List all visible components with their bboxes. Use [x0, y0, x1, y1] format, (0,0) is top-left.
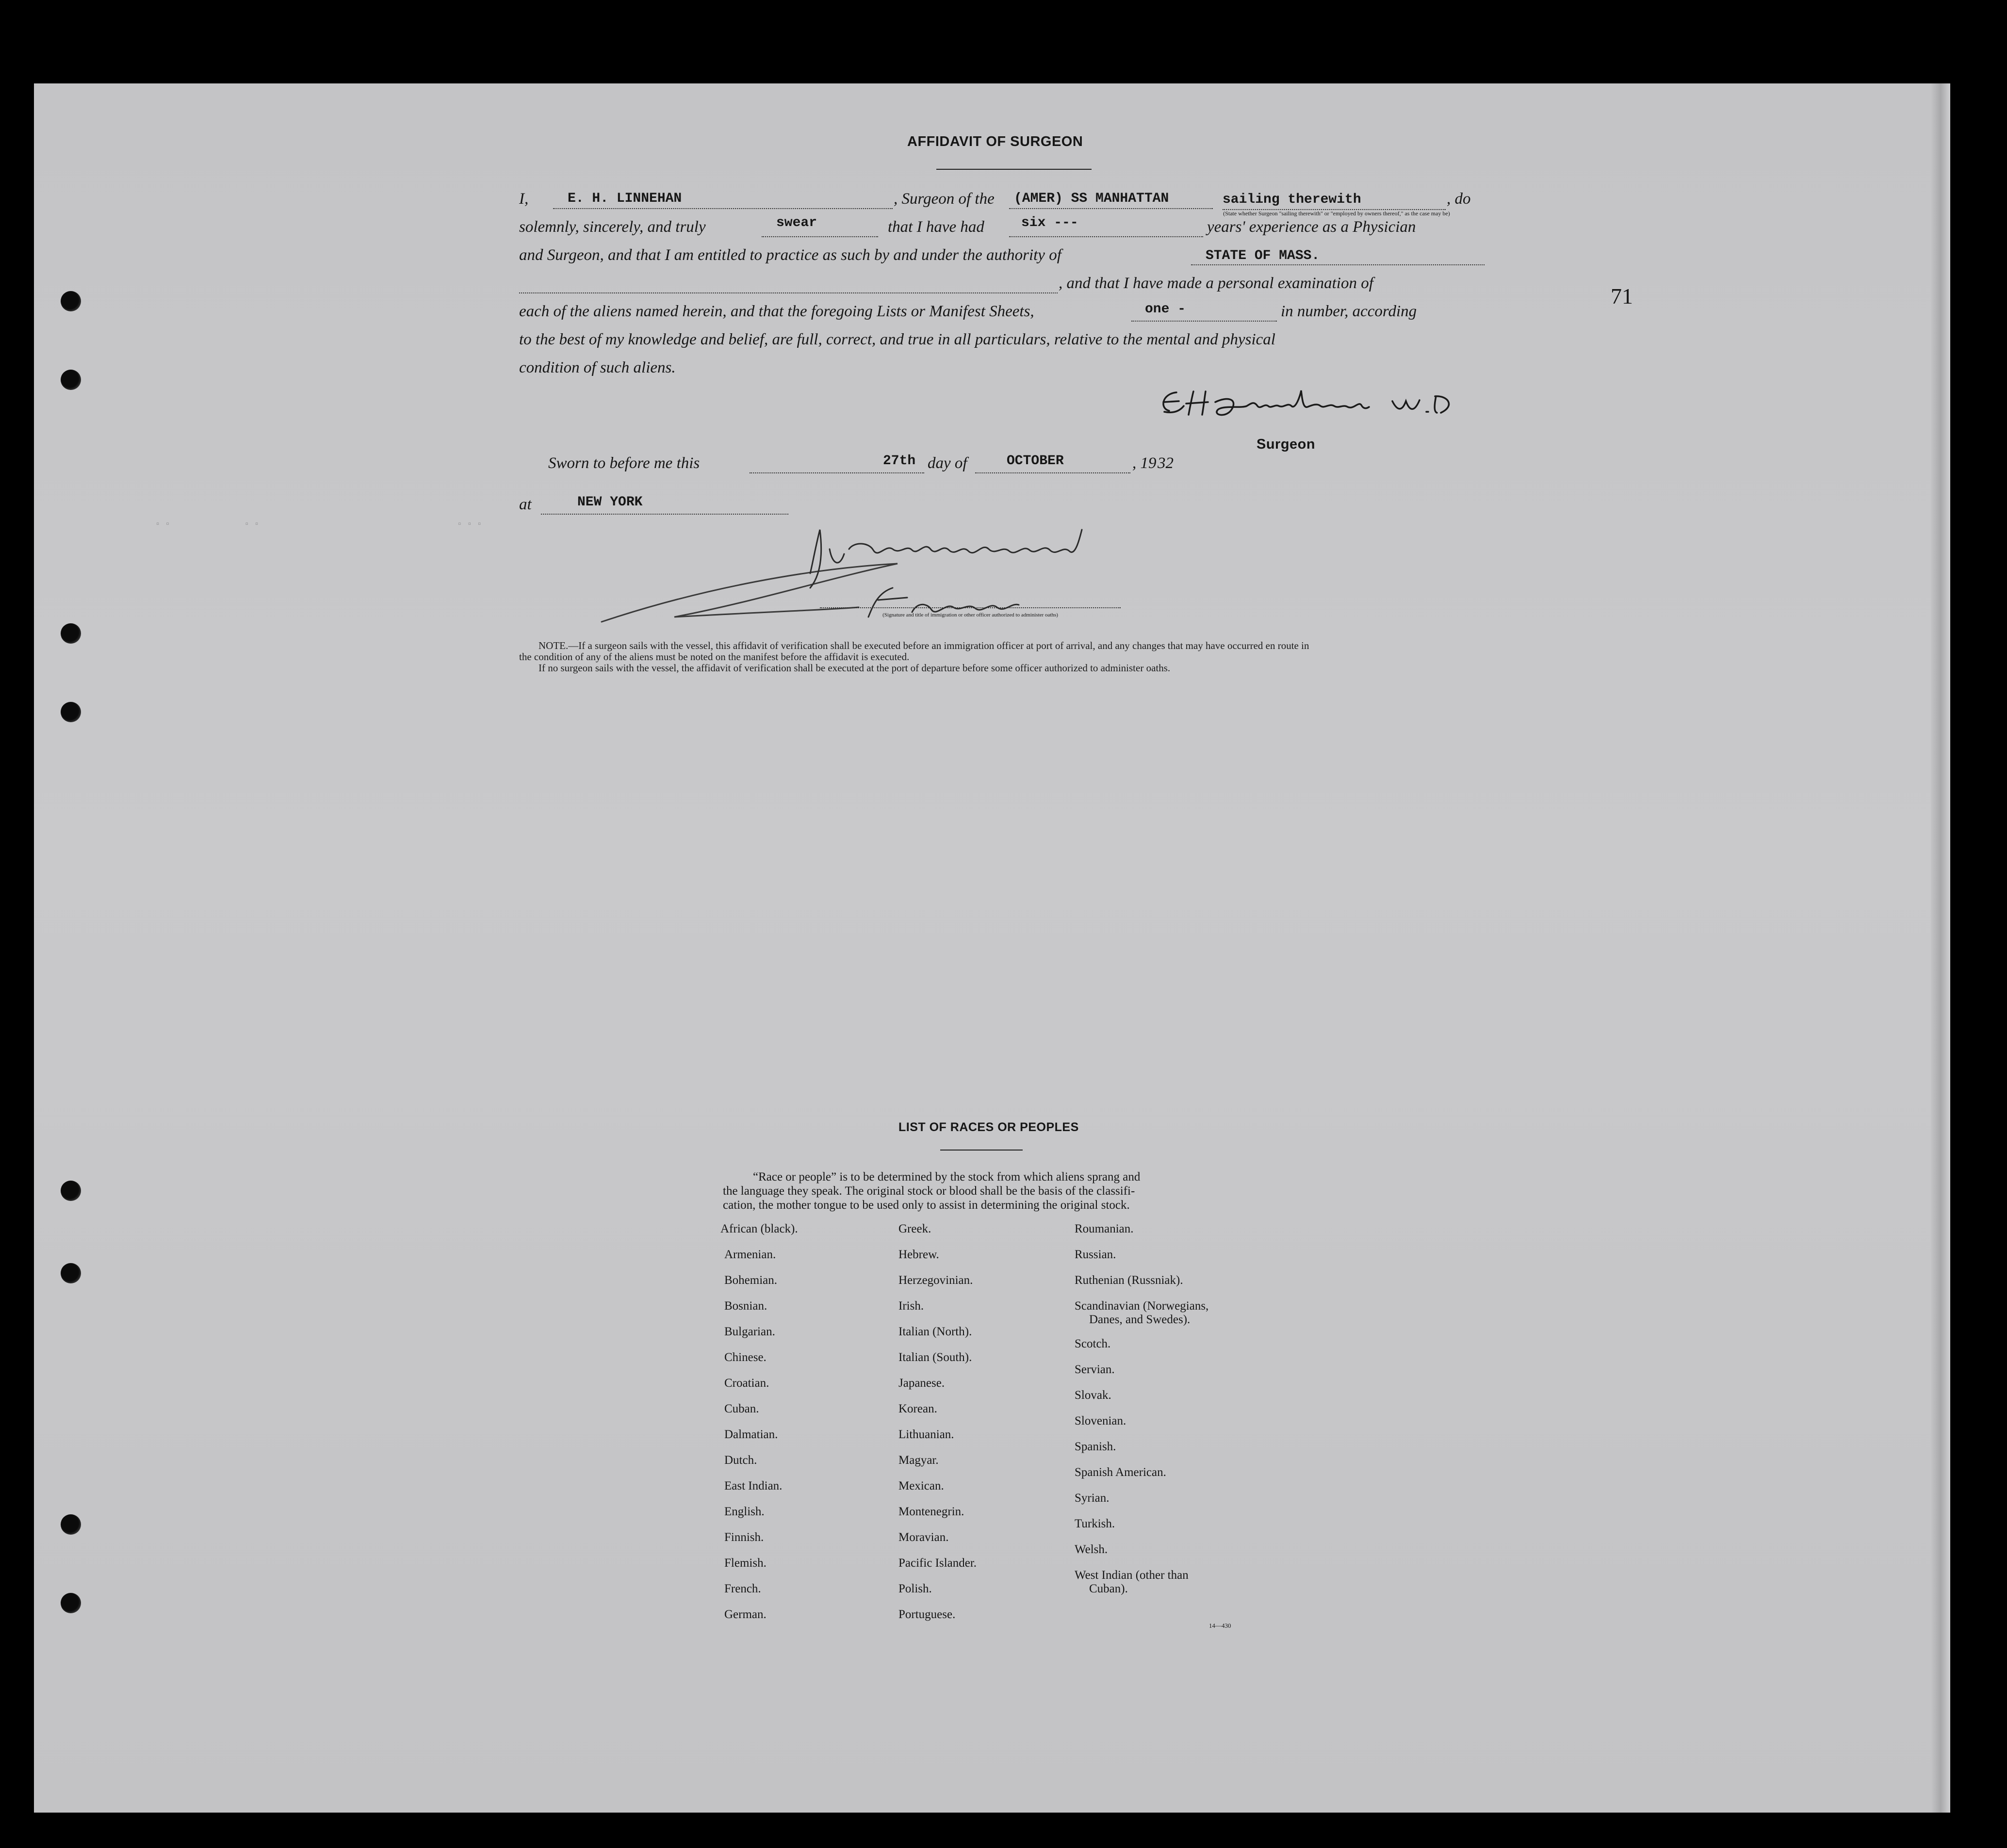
race-item: Slovak. — [1075, 1389, 1111, 1402]
affidavit-line-1 — [519, 190, 1485, 215]
binder-hole-7 — [61, 1514, 81, 1535]
binding-edge — [1931, 83, 1950, 1813]
years-value: six --- — [1021, 215, 1078, 230]
race-item: Scandinavian (Norwegians, — [1075, 1299, 1209, 1313]
race-item: Montenegrin. — [898, 1505, 964, 1518]
race-item: Bohemian. — [724, 1274, 778, 1287]
at-label: at — [519, 496, 532, 513]
binder-hole-6 — [61, 1263, 81, 1283]
page-number: 71 — [1611, 284, 1633, 308]
race-item: Mexican. — [898, 1479, 944, 1492]
that-had-label: that I have had — [888, 218, 984, 236]
races-intro-line-1: “Race or people” is to be determined by the stock from which aliens sprang and — [753, 1170, 1141, 1183]
affidavit-line-7 — [519, 359, 1485, 384]
race-item: Magyar. — [898, 1454, 939, 1467]
form-code: 14—430 — [1209, 1622, 1231, 1629]
day-of-label: day of — [928, 454, 967, 472]
affidavit-title-underline — [936, 169, 1092, 170]
sworn-month-value: OCTOBER — [1007, 454, 1064, 469]
race-item: Roumanian. — [1075, 1222, 1134, 1235]
vessel-value: (AMER) SS MANHATTAN — [1014, 191, 1169, 206]
race-item: Flemish. — [724, 1556, 767, 1570]
line-3-text: and Surgeon, and that I am entitled to practice as such by and under the authority of — [519, 246, 1061, 264]
affidavit-line-5 — [519, 303, 1485, 328]
race-item: Cuban). — [1089, 1582, 1128, 1595]
races-intro — [723, 1170, 1140, 1212]
race-item: Hebrew. — [898, 1248, 939, 1261]
line-7-text: condition of such aliens. — [519, 359, 676, 376]
sheets-count-value: one - — [1145, 302, 1186, 317]
vessel-field-line — [1009, 208, 1213, 209]
years-field-line — [1009, 236, 1203, 237]
inspector-signature-line — [820, 607, 1121, 608]
surgeon-signature-image — [1150, 382, 1480, 425]
surgeon-label: Surgeon — [1256, 437, 1316, 452]
bleed-through-marks: ▫ ▫ ▫ ▫ ▫ ▫ ▫ — [155, 520, 482, 529]
binder-hole-5 — [61, 1181, 81, 1201]
race-item: Dutch. — [724, 1454, 757, 1467]
races-intro-line-3: cation, the mother tongue to be used only to assist in determining the original stock. — [723, 1199, 1130, 1212]
race-item: Spanish. — [1075, 1440, 1116, 1453]
do-label: , do — [1447, 190, 1471, 208]
solemnly-label: solemnly, sincerely, and truly — [519, 218, 706, 236]
race-item: Welsh. — [1075, 1543, 1108, 1556]
race-item: Spanish American. — [1075, 1466, 1166, 1479]
affidavit-line-4 — [519, 275, 1485, 300]
race-item: Ruthenian (Russniak). — [1075, 1274, 1183, 1287]
races-column-1 — [720, 1222, 798, 1634]
note-line-1: NOTE.—If a surgeon sails with the vessel, this affidavit of verification shall be executed before an immigration officer at port of arrival, and any changes that may have occurred en route in — [538, 640, 1309, 651]
race-item: Bosnian. — [724, 1299, 767, 1313]
authority-field-line — [1191, 264, 1485, 265]
race-item: East Indian. — [724, 1479, 783, 1492]
race-item: Italian (South). — [898, 1351, 972, 1364]
line-5-text: each of the aliens named herein, and that the foregoing Lists or Manifest Sheets, — [519, 303, 1034, 320]
race-item: German. — [724, 1608, 767, 1621]
race-item: Finnish. — [724, 1531, 764, 1544]
binder-hole-3 — [61, 623, 81, 644]
race-item: Servian. — [1075, 1363, 1115, 1376]
inspector-signature — [558, 520, 1189, 646]
year-suffix-value: 32 — [1158, 454, 1174, 472]
binder-hole-1 — [61, 291, 81, 311]
binder-hole-4 — [61, 702, 81, 722]
race-item: Slovenian. — [1075, 1414, 1126, 1427]
race-item: Syrian. — [1075, 1491, 1110, 1505]
race-item: Moravian. — [898, 1531, 949, 1544]
race-item: Korean. — [898, 1402, 937, 1415]
line-6-text: to the best of my knowledge and belief, are full, correct, and true in all particulars, relative to the mental and physical — [519, 331, 1275, 348]
race-item: Russian. — [1075, 1248, 1116, 1261]
race-item: Portuguese. — [898, 1608, 956, 1621]
races-intro-line-2: the language they speak. The original stock or blood shall be the basis of the classifi- — [723, 1184, 1135, 1198]
i-label: I, — [519, 190, 529, 208]
race-item: Irish. — [898, 1299, 924, 1313]
authority-value: STATE OF MASS. — [1206, 248, 1320, 263]
race-item: Turkish. — [1075, 1517, 1115, 1530]
affidavit-line-6 — [519, 331, 1485, 356]
sailing-status-note: (State whether Surgeon "sailing therewith" or "employed by owners thereof," as the case may be) — [1223, 210, 1450, 217]
binder-hole-2 — [61, 370, 81, 390]
race-item: Pacific Islander. — [898, 1556, 977, 1570]
sworn-day-value: 27th — [883, 454, 916, 469]
oath-field-line — [762, 236, 878, 237]
race-item: Cuban. — [724, 1402, 759, 1415]
affidavit-note — [519, 640, 1309, 674]
surgeon-name-field-line — [553, 208, 893, 209]
sworn-label: Sworn to before me this — [548, 454, 700, 472]
place-field-line — [541, 514, 788, 515]
race-item: Scotch. — [1075, 1337, 1111, 1350]
year-prefix-label: , 19 — [1132, 454, 1157, 472]
races-title: LIST OF RACES OR PEOPLES — [898, 1120, 1079, 1134]
races-column-2 — [898, 1222, 977, 1634]
note-line-3: If no surgeon sails with the vessel, the affidavit of verification shall be executed at the port of departure before some officer authorized to administer oaths. — [538, 662, 1171, 674]
surgeon-name-value: E. H. LINNEHAN — [568, 191, 682, 206]
race-item: French. — [724, 1582, 761, 1595]
manifest-sheet — [34, 83, 1950, 1813]
race-item: Herzegovinian. — [898, 1274, 973, 1287]
experience-label: years' experience as a Physician — [1207, 218, 1416, 236]
binder-hole-8 — [61, 1593, 81, 1613]
race-item: Japanese. — [898, 1377, 945, 1390]
oath-value: swear — [776, 215, 817, 230]
note-line-2: the condition of any of the aliens must be noted on the manifest before the affidavit is executed. — [519, 651, 910, 663]
race-item: Bulgarian. — [724, 1325, 775, 1338]
affidavit-line-3 — [519, 246, 1485, 272]
sworn-month-field-line — [975, 472, 1130, 473]
sailing-status-value: sailing therewith — [1223, 192, 1361, 207]
race-item: Chinese. — [724, 1351, 767, 1364]
place-value: NEW YORK — [577, 495, 643, 510]
races-title-underline — [940, 1150, 1023, 1151]
inspector-caption: (Signature and title of immigration or other officer authorized to administer oaths) — [882, 612, 1058, 618]
sworn-line — [548, 454, 1276, 480]
race-item: Polish. — [898, 1582, 932, 1595]
affidavit-line-2 — [519, 215, 1485, 243]
race-item: English. — [724, 1505, 765, 1518]
affidavit-title: AFFIDAVIT OF SURGEON — [907, 134, 1083, 149]
race-item: Dalmatian. — [724, 1428, 778, 1441]
sworn-day-field-line — [750, 472, 924, 473]
line-4-text: , and that I have made a personal examination of — [1059, 275, 1373, 292]
race-item: Armenian. — [724, 1248, 776, 1261]
surgeon-signature — [1150, 382, 1480, 425]
race-item: West Indian (other than — [1075, 1569, 1189, 1582]
sheets-count-field-line — [1131, 321, 1277, 322]
race-item: African (black). — [720, 1222, 798, 1235]
races-column-3 — [1075, 1222, 1208, 1608]
inspector-signature-image — [558, 520, 1189, 646]
race-item: Greek. — [898, 1222, 931, 1235]
surgeon-of-label: , Surgeon of the — [894, 190, 995, 208]
race-item: Lithuanian. — [898, 1428, 954, 1441]
race-item: Croatian. — [724, 1377, 769, 1390]
race-item: Danes, and Swedes). — [1089, 1313, 1191, 1326]
race-item: Italian (North). — [898, 1325, 972, 1338]
authority-continuation-line — [519, 292, 1058, 293]
in-number-label: in number, according — [1281, 303, 1417, 320]
place-line — [519, 496, 810, 521]
